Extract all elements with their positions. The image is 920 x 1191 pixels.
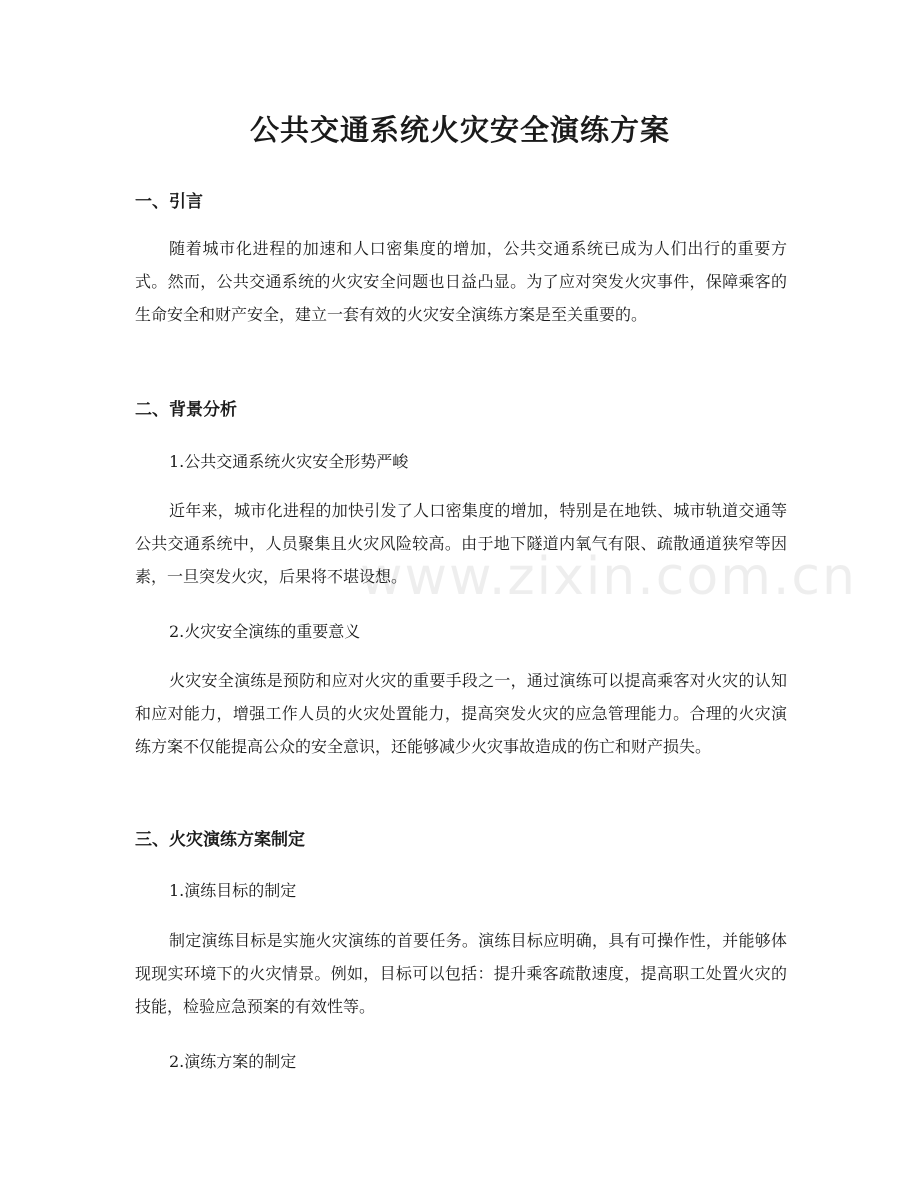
subsection-title-drill-plan: 2.演练方案的制定 [169,1052,297,1071]
paragraph-fire-safety-situation: 近年来，城市化进程的加快引发了人口密集度的增加，特别是在地铁、城市轨道交通等公共交通系统中，人员聚集且火灾风险较高。由于地下隧道内氧气有限、疏散通道狭窄等因素，一旦突发火灾，后果将不堪设想。 [135,501,787,586]
paragraph-drill-objectives: 制定演练目标是实施火灾演练的首要任务。演练目标应明确，具有可操作性，并能够体现现实环境下的火灾情景。例如，目标可以包括：提升乘客疏散速度，提高职工处置火灾的技能，检验应急预案的有效性等。 [135,931,787,1016]
paragraph-introduction: 随着城市化进程的加速和人口密集度的增加，公共交通系统已成为人们出行的重要方式。然而，公共交通系统的火灾安全问题也日益凸显。为了应对突发火灾事件，保障乘客的生命安全和财产安全，建立一套有效的火灾安全演练方案是至关重要的。 [135,239,787,324]
subsection-title-drill-significance: 2.火灾安全演练的重要意义 [169,622,361,641]
subsection-title-drill-objectives: 1.演练目标的制定 [169,881,297,900]
section-heading-background: 二、背景分析 [135,400,237,420]
section-heading-plan-formulation: 三、火灾演练方案制定 [135,830,305,850]
section-heading-introduction: 一、引言 [135,192,203,212]
subsection-title-fire-safety-situation: 1.公共交通系统火灾安全形势严峻 [169,452,409,471]
paragraph-drill-significance: 火灾安全演练是预防和应对火灾的重要手段之一，通过演练可以提高乘客对火灾的认知和应对能力，增强工作人员的火灾处置能力，提高突发火灾的应急管理能力。合理的火灾演练方案不仅能提高公众的安全意识，还能够减少火灾事故造成的伤亡和财产损失。 [135,671,787,756]
watermark: www.zixin.com.cn [360,547,857,607]
page-title: 公共交通系统火灾安全演练方案 [249,113,670,147]
